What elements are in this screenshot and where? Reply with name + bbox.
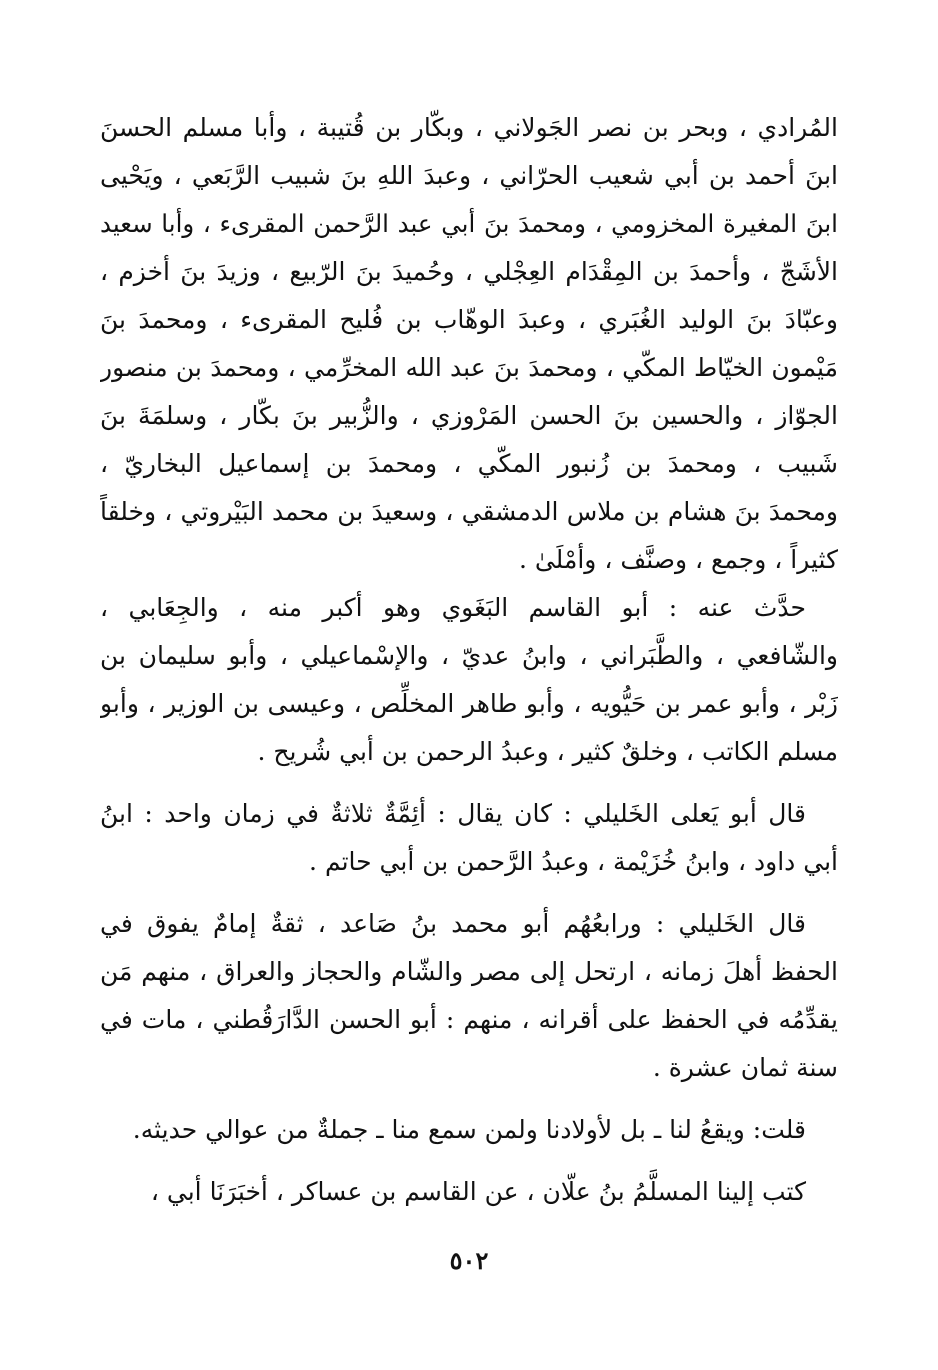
text-line: والشّافعي ، والطَّبَراني ، وابنُ عديّ ، والإسْماعيلي ، وأبو سليمان بن (100, 641, 838, 670)
paragraph-khalili-quote (100, 790, 838, 886)
text-line: المُرادي ، وبحر بن نصر الجَولاني ، وبكّار بن قُتيبة ، وأبا مسلم الحسنَ (100, 113, 838, 142)
paragraph-continuation (100, 104, 838, 584)
text-line: مسلم الكاتب ، وخلقٌ كثير ، وعبدُ الرحمن بن أبي شُريح . (257, 737, 838, 766)
text-line: سنة ثمان عشرة . (652, 1053, 838, 1082)
paragraph-gap (100, 886, 838, 900)
text-line: أبي داود ، وابنُ خُزَيْمة ، وعبدُ الرَّحمن بن أبي حاتم . (309, 847, 838, 876)
text-line: مَيْمون الخيّاط المكّي ، ومحمدَ بنَ عبد الله المخرِّمي ، ومحمدَ بن منصور (100, 353, 838, 382)
text-line: الجوّاز ، والحسين بنَ الحسن المَرْوزي ، والزُّبير بنَ بكّار ، وسلمَةَ بنَ (100, 401, 838, 430)
text-line: ابنَ المغيرة المخزومي ، ومحمدَ بنَ أبي عبد الرَّحمن المقرىء ، وأبا سعيد (100, 209, 838, 238)
paragraph-narrators (100, 584, 838, 776)
text-line: ابنَ أحمد بن أبي شعيب الحرّاني ، وعبدَ اللهِ بنَ شبيب الرَّبَعي ، ويَحْيى (100, 161, 838, 190)
text-line: كثيراً ، وجمع ، وصنَّف ، وأمْلَىٰ . (518, 545, 838, 574)
text-line: الحفظ أهلَ زمانه ، ارتحل إلى مصر والشّام والحجاز والعراق ، منهم مَن (100, 957, 838, 986)
text-line: ومحمدَ بنَ هشام بن ملاس الدمشقي ، وسعيدَ بن محمد البَيْروتي ، وخلقاً (100, 497, 838, 526)
paragraph-gap (100, 776, 838, 790)
text-line: يقدِّمُه في الحفظ على أقرانه ، منهم : أبو الحسن الدَّارَقُطني ، مات في (100, 1005, 838, 1034)
text-line: كتب إلينا المسلَّمُ بنُ علّان ، عن القاسم بن عساكر ، أخبَرَنَا أبي ، (150, 1177, 806, 1206)
text-line: زَبْر ، وأبو عمر بن حَيُّويه ، وأبو طاهر المخلِّص ، وعيسى بن الوزير ، وأبو (100, 689, 838, 718)
body-text (100, 104, 838, 1216)
page-number: ٥٠٢ (449, 1246, 489, 1275)
text-line: الأشَجّ ، وأحمدَ بن المِقْدَام العِجْلي ، وحُميدَ بنَ الرّبيع ، وزيدَ بنَ أخزم ، (100, 257, 838, 286)
text-line: قلت: ويقعُ لنا ـ بل لأولادنا ولمن سمع منا ـ جملةٌ من عوالي حديثه. (132, 1115, 806, 1144)
text-line: شَبيب ، ومحمدَ بن زُنبور المكّي ، ومحمدَ بن إسماعيل البخاريّ ، (100, 449, 838, 478)
paragraph-author-note (100, 1106, 838, 1154)
text-line: قال أبو يَعلى الخَليلي : كان يقال : أئِمَّةٌ ثلاثةٌ في زمان واحد : ابنُ (100, 799, 806, 828)
paragraph-khalili-fourth (100, 900, 838, 1092)
paragraph-isnad (100, 1168, 838, 1216)
text-line: حدَّث عنه : أبو القاسم البَغَوي وهو أكبر منه ، والجِعَابي ، (100, 593, 806, 622)
paragraph-gap (100, 1154, 838, 1168)
paragraph-gap (100, 1092, 838, 1106)
text-line: قال الخَليلي : ورابعُهُم أبو محمد بنُ صَاعد ، ثقةٌ إمامٌ يفوق في (100, 909, 806, 938)
text-line: وعبّادَ بنَ الوليد الغُبَري ، وعبدَ الوهّاب بن فُليح المقرىء ، ومحمدَ بنَ (100, 305, 838, 334)
